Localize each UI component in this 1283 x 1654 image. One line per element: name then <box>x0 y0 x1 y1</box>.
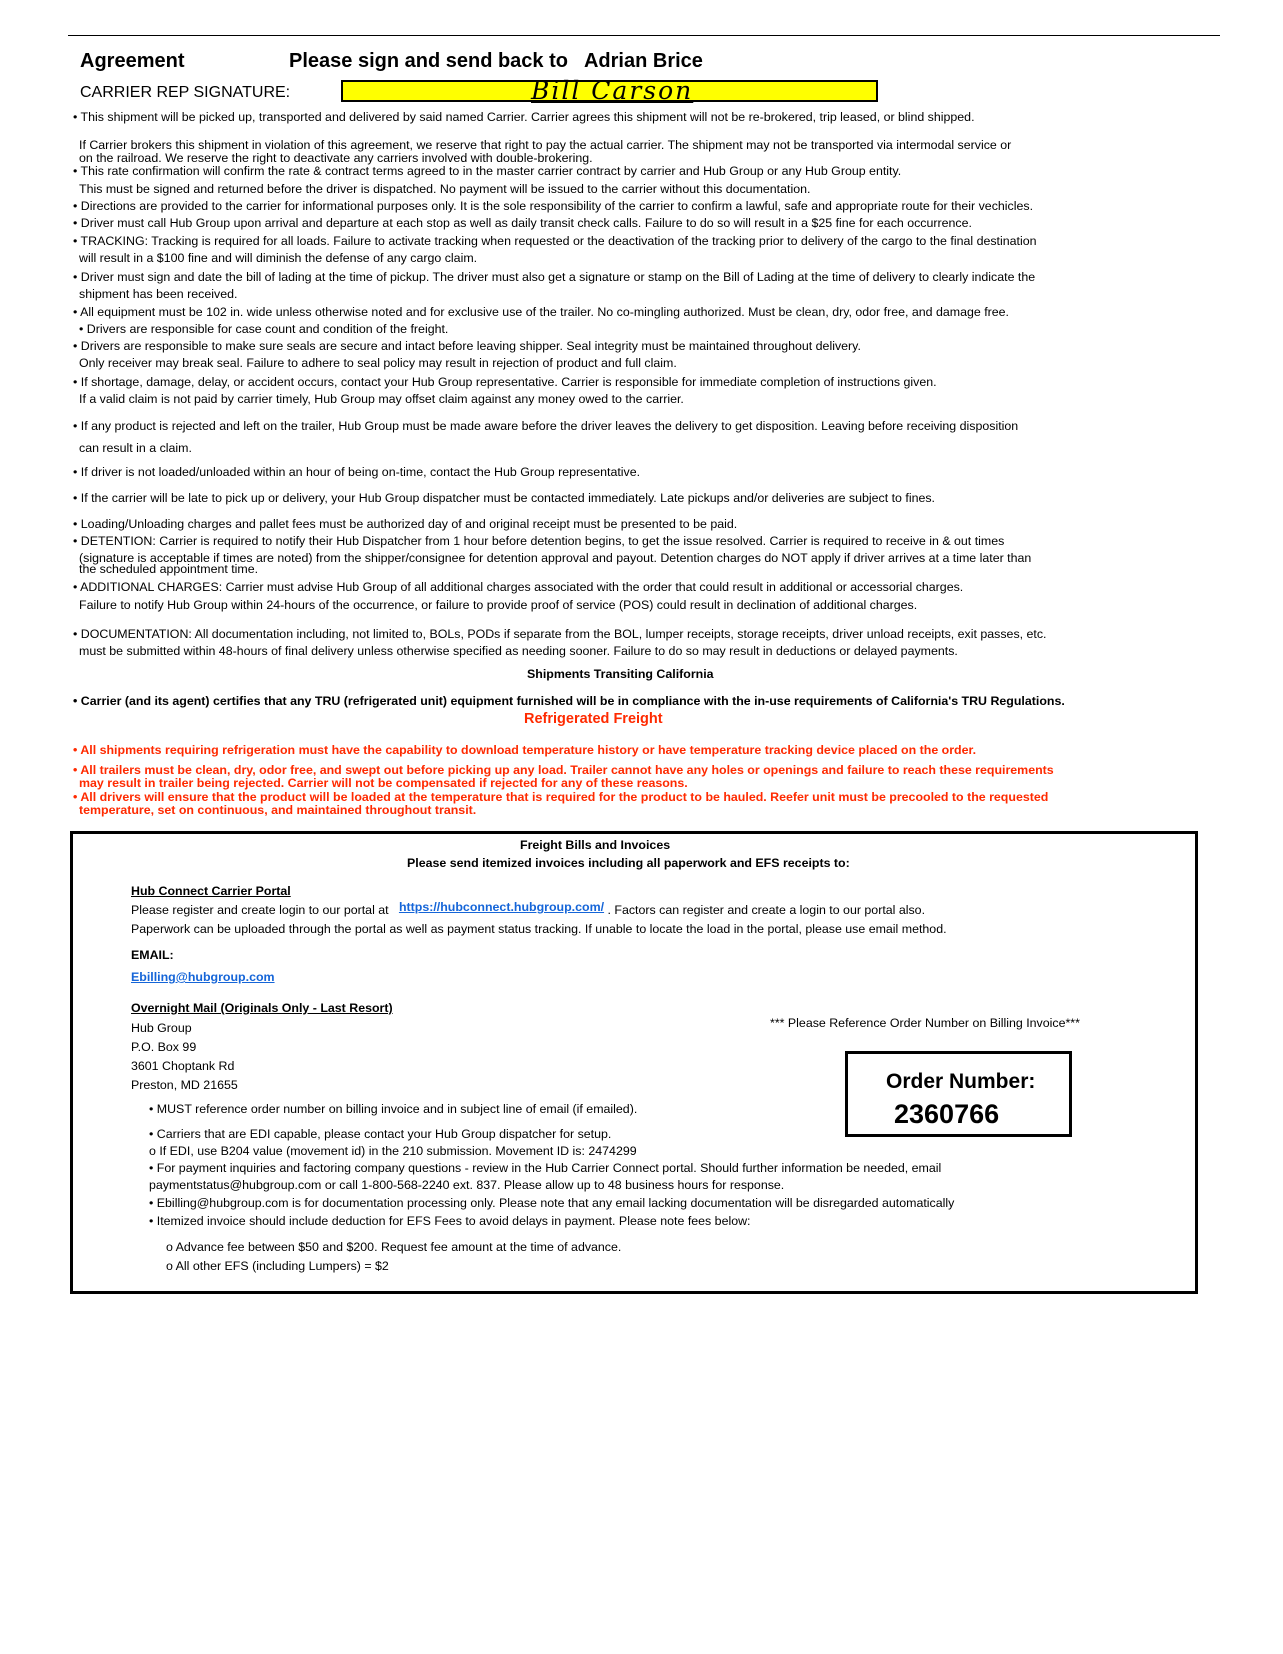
term-line: • Drivers are responsible for case count and condition of the freight. <box>79 322 449 336</box>
invoice-subheading: Please send itemized invoices including all paperwork and EFS receipts to: <box>407 856 850 870</box>
sign-send-label: Please sign and send back to <box>289 50 568 72</box>
agreement-title: Agreement <box>80 50 185 72</box>
refrigerated-line: may result in trailer being rejected. Carrier will not be compensated if rejected for any of these reasons. <box>79 776 688 790</box>
order-number-box <box>845 1051 1072 1137</box>
term-line: • All equipment must be 102 in. wide unless otherwise noted and for exclusive use of the trailer. No co-mingling authorized. Must be clean, dry, odor free, and damage free. <box>73 305 1009 319</box>
term-line: • If shortage, damage, delay, or accident occurs, contact your Hub Group representative. Carrier is responsible for immediate completion of instructions given. <box>73 375 937 389</box>
invoice-heading: Freight Bills and Invoices <box>520 838 671 852</box>
address-line: Preston, MD 21655 <box>131 1078 238 1092</box>
california-text: • Carrier (and its agent) certifies that any TRU (refrigerated unit) equipment furnished will be in compliance with the in-use requirements of California's TRU Regulations. <box>73 694 1065 708</box>
term-line: • This rate confirmation will confirm the rate & contract terms agreed to in the master carrier contract by carrier and Hub Group or any Hub Group entity. <box>73 164 902 178</box>
refrigerated-line: • All trailers must be clean, dry, odor free, and swept out before picking up any load. Trailer cannot have any holes or openings and failure to reach these requirements <box>73 763 1054 777</box>
order-number-label: Order Number: <box>886 1070 1036 1093</box>
term-line: • DOCUMENTATION: All documentation including, not limited to, BOLs, PODs if separate from the BOL, lumper receipts, storage receipts, driver unload receipts, exit passes, etc. <box>73 627 1047 641</box>
contact-name: Adrian Brice <box>583 50 703 72</box>
term-line: • This shipment will be picked up, transported and delivered by said named Carrier. Carrier agrees this shipment will not be re-brokered, trip leased, or blind shipped. <box>73 110 975 124</box>
invoice-bullet: • Carriers that are EDI capable, please contact your Hub Group dispatcher for setup. <box>149 1127 612 1141</box>
mail-heading: Overnight Mail (Originals Only - Last Resort) <box>131 1001 393 1015</box>
term-line: can result in a claim. <box>79 441 192 455</box>
invoice-bullet: o If EDI, use B204 value (movement id) in the 210 submission. Movement ID is: 2474299 <box>149 1144 637 1158</box>
term-line: • DETENTION: Carrier is required to notify their Hub Dispatcher from 1 hour before detention begins, to get the issue resolved. Carrier is required to receive in & out times <box>73 534 1005 548</box>
address-line: Hub Group <box>131 1021 192 1035</box>
term-line: shipment has been received. <box>79 287 238 301</box>
carrier-rep-label: CARRIER REP SIGNATURE: <box>80 84 291 101</box>
term-line: the scheduled appointment time. <box>79 562 259 576</box>
portal-link[interactable]: https://hubconnect.hubgroup.com/ <box>398 900 605 914</box>
term-line: If Carrier brokers this shipment in violation of this agreement, we reserve that right to pay the actual carrier. The shipment may not be transported via intermodal service or <box>79 138 1012 152</box>
term-line: Failure to notify Hub Group within 24-hours of the occurrence, or failure to provide proof of service (POS) could result in declination of additional charges. <box>79 598 918 612</box>
term-line: on the railroad. We reserve the right to deactivate any carriers involved with double-brokering. <box>79 151 593 165</box>
portal-line-2: Paperwork can be uploaded through the portal as well as payment status tracking. If unable to locate the load in the portal, please use email method. <box>131 922 947 936</box>
term-line: (signature is acceptable if times are noted) from the shipper/consignee for detention approval and payout. Detention charges do NOT apply if driver arrives at a time later than <box>79 551 1032 565</box>
email-link[interactable]: Ebilling@hubgroup.com <box>131 970 275 984</box>
refrigerated-heading: Refrigerated Freight <box>524 711 663 727</box>
signature-field[interactable] <box>341 76 878 105</box>
term-line: • If driver is not loaded/unloaded within an hour of being on-time, contact the Hub Group representative. <box>73 465 641 479</box>
portal-line <box>131 900 926 917</box>
address-line: P.O. Box 99 <box>131 1040 197 1054</box>
term-line: This must be signed and returned before the driver is dispatched. No payment will be issued to the carrier without this documentation. <box>79 182 811 196</box>
portal-heading: Hub Connect Carrier Portal <box>131 884 291 898</box>
term-line: • Drivers are responsible to make sure seals are secure and intact before leaving shipper. Seal integrity must be maintained throughout delivery. <box>73 339 861 353</box>
term-line: If a valid claim is not paid by carrier timely, Hub Group may offset claim against any money owed to the carrier. <box>79 392 684 406</box>
term-line: • ADDITIONAL CHARGES: Carrier must advise Hub Group of all additional charges associated with the order that could result in additional or accessorial charges. <box>73 580 964 594</box>
term-line: • If any product is rejected and left on the trailer, Hub Group must be made aware before the driver leaves the delivery to get disposition. Leaving before receiving disposition <box>73 419 1019 433</box>
signature: Bill Carson <box>531 76 694 105</box>
portal-text: Please register and create login to our portal at <box>131 903 389 917</box>
term-line: must be submitted within 48-hours of final delivery unless otherwise specified as needing sooner. Failure to do so may result in deductions or delayed payments. <box>79 644 958 658</box>
invoice-bullet: • MUST reference order number on billing invoice and in subject line of email (if emailed). <box>149 1102 638 1116</box>
term-line: • If the carrier will be late to pick up or delivery, your Hub Group dispatcher must be contacted immediately. Late pickups and/or deliveries are subject to fines. <box>73 491 936 505</box>
refrigerated-line: • All drivers will ensure that the product will be loaded at the temperature that is required for the product to be hauled. Reefer unit must be precooled to the requested <box>73 790 1049 804</box>
invoice-bullet: paymentstatus@hubgroup.com or call 1-800-568-2240 ext. 837. Please allow up to 48 business hours for response. <box>149 1178 785 1192</box>
term-line: • TRACKING: Tracking is required for all loads. Failure to activate tracking when requested or the deactivation of the tracking prior to delivery of the cargo to the final destination <box>73 234 1037 248</box>
invoice-bullet: o Advance fee between $50 and $200. Request fee amount at the time of advance. <box>166 1240 622 1254</box>
refrigerated-line: • All shipments requiring refrigeration must have the capability to download temperature history or have temperature tracking device placed on the order. <box>73 743 977 757</box>
email-heading: EMAIL: <box>131 948 174 962</box>
invoice-bullet: o All other EFS (including Lumpers) = $2 <box>166 1259 389 1273</box>
term-line: will result in a $100 fine and will diminish the defense of any cargo claim. <box>79 251 478 265</box>
top-rule <box>68 35 1220 36</box>
sign-send-heading <box>289 50 703 73</box>
invoice-bullet: • For payment inquiries and factoring company questions - review in the Hub Carrier Connect portal. Should further information be needed, email <box>149 1161 942 1175</box>
term-line: • Directions are provided to the carrier for informational purposes only. It is the sole responsibility of the carrier to confirm a lawful, safe and appropriate route for their vechicles. <box>73 199 1034 213</box>
term-line: • Driver must call Hub Group upon arrival and departure at each stop as well as daily transit check calls. Failure to do so will result in a $25 fine for each occurrence. <box>73 216 972 230</box>
reference-note: *** Please Reference Order Number on Billing Invoice*** <box>770 1016 1080 1030</box>
portal-text-post: . Factors can register and create a login to our portal also. <box>607 903 926 917</box>
term-line: • Loading/Unloading charges and pallet fees must be authorized day of and original receipt must be presented to be paid. <box>73 517 738 531</box>
term-line: • Driver must sign and date the bill of lading at the time of pickup. The driver must also get a signature or stamp on the Bill of Lading at the time of delivery to clearly indicate the <box>73 270 1036 284</box>
refrigerated-line: temperature, set on continuous, and maintained throughout transit. <box>79 803 477 817</box>
california-heading: Shipments Transiting California <box>527 667 714 681</box>
address-line: 3601 Choptank Rd <box>131 1059 235 1073</box>
order-number: 2360766 <box>894 1099 1000 1129</box>
invoice-bullet: • Ebilling@hubgroup.com is for documentation processing only. Please note that any email lacking documentation will be disregarded automatically <box>149 1196 955 1210</box>
term-line: Only receiver may break seal. Failure to adhere to seal policy may result in rejection of product and full claim. <box>79 356 677 370</box>
invoice-bullet: • Itemized invoice should include deduction for EFS Fees to avoid delays in payment. Please note fees below: <box>149 1214 751 1228</box>
